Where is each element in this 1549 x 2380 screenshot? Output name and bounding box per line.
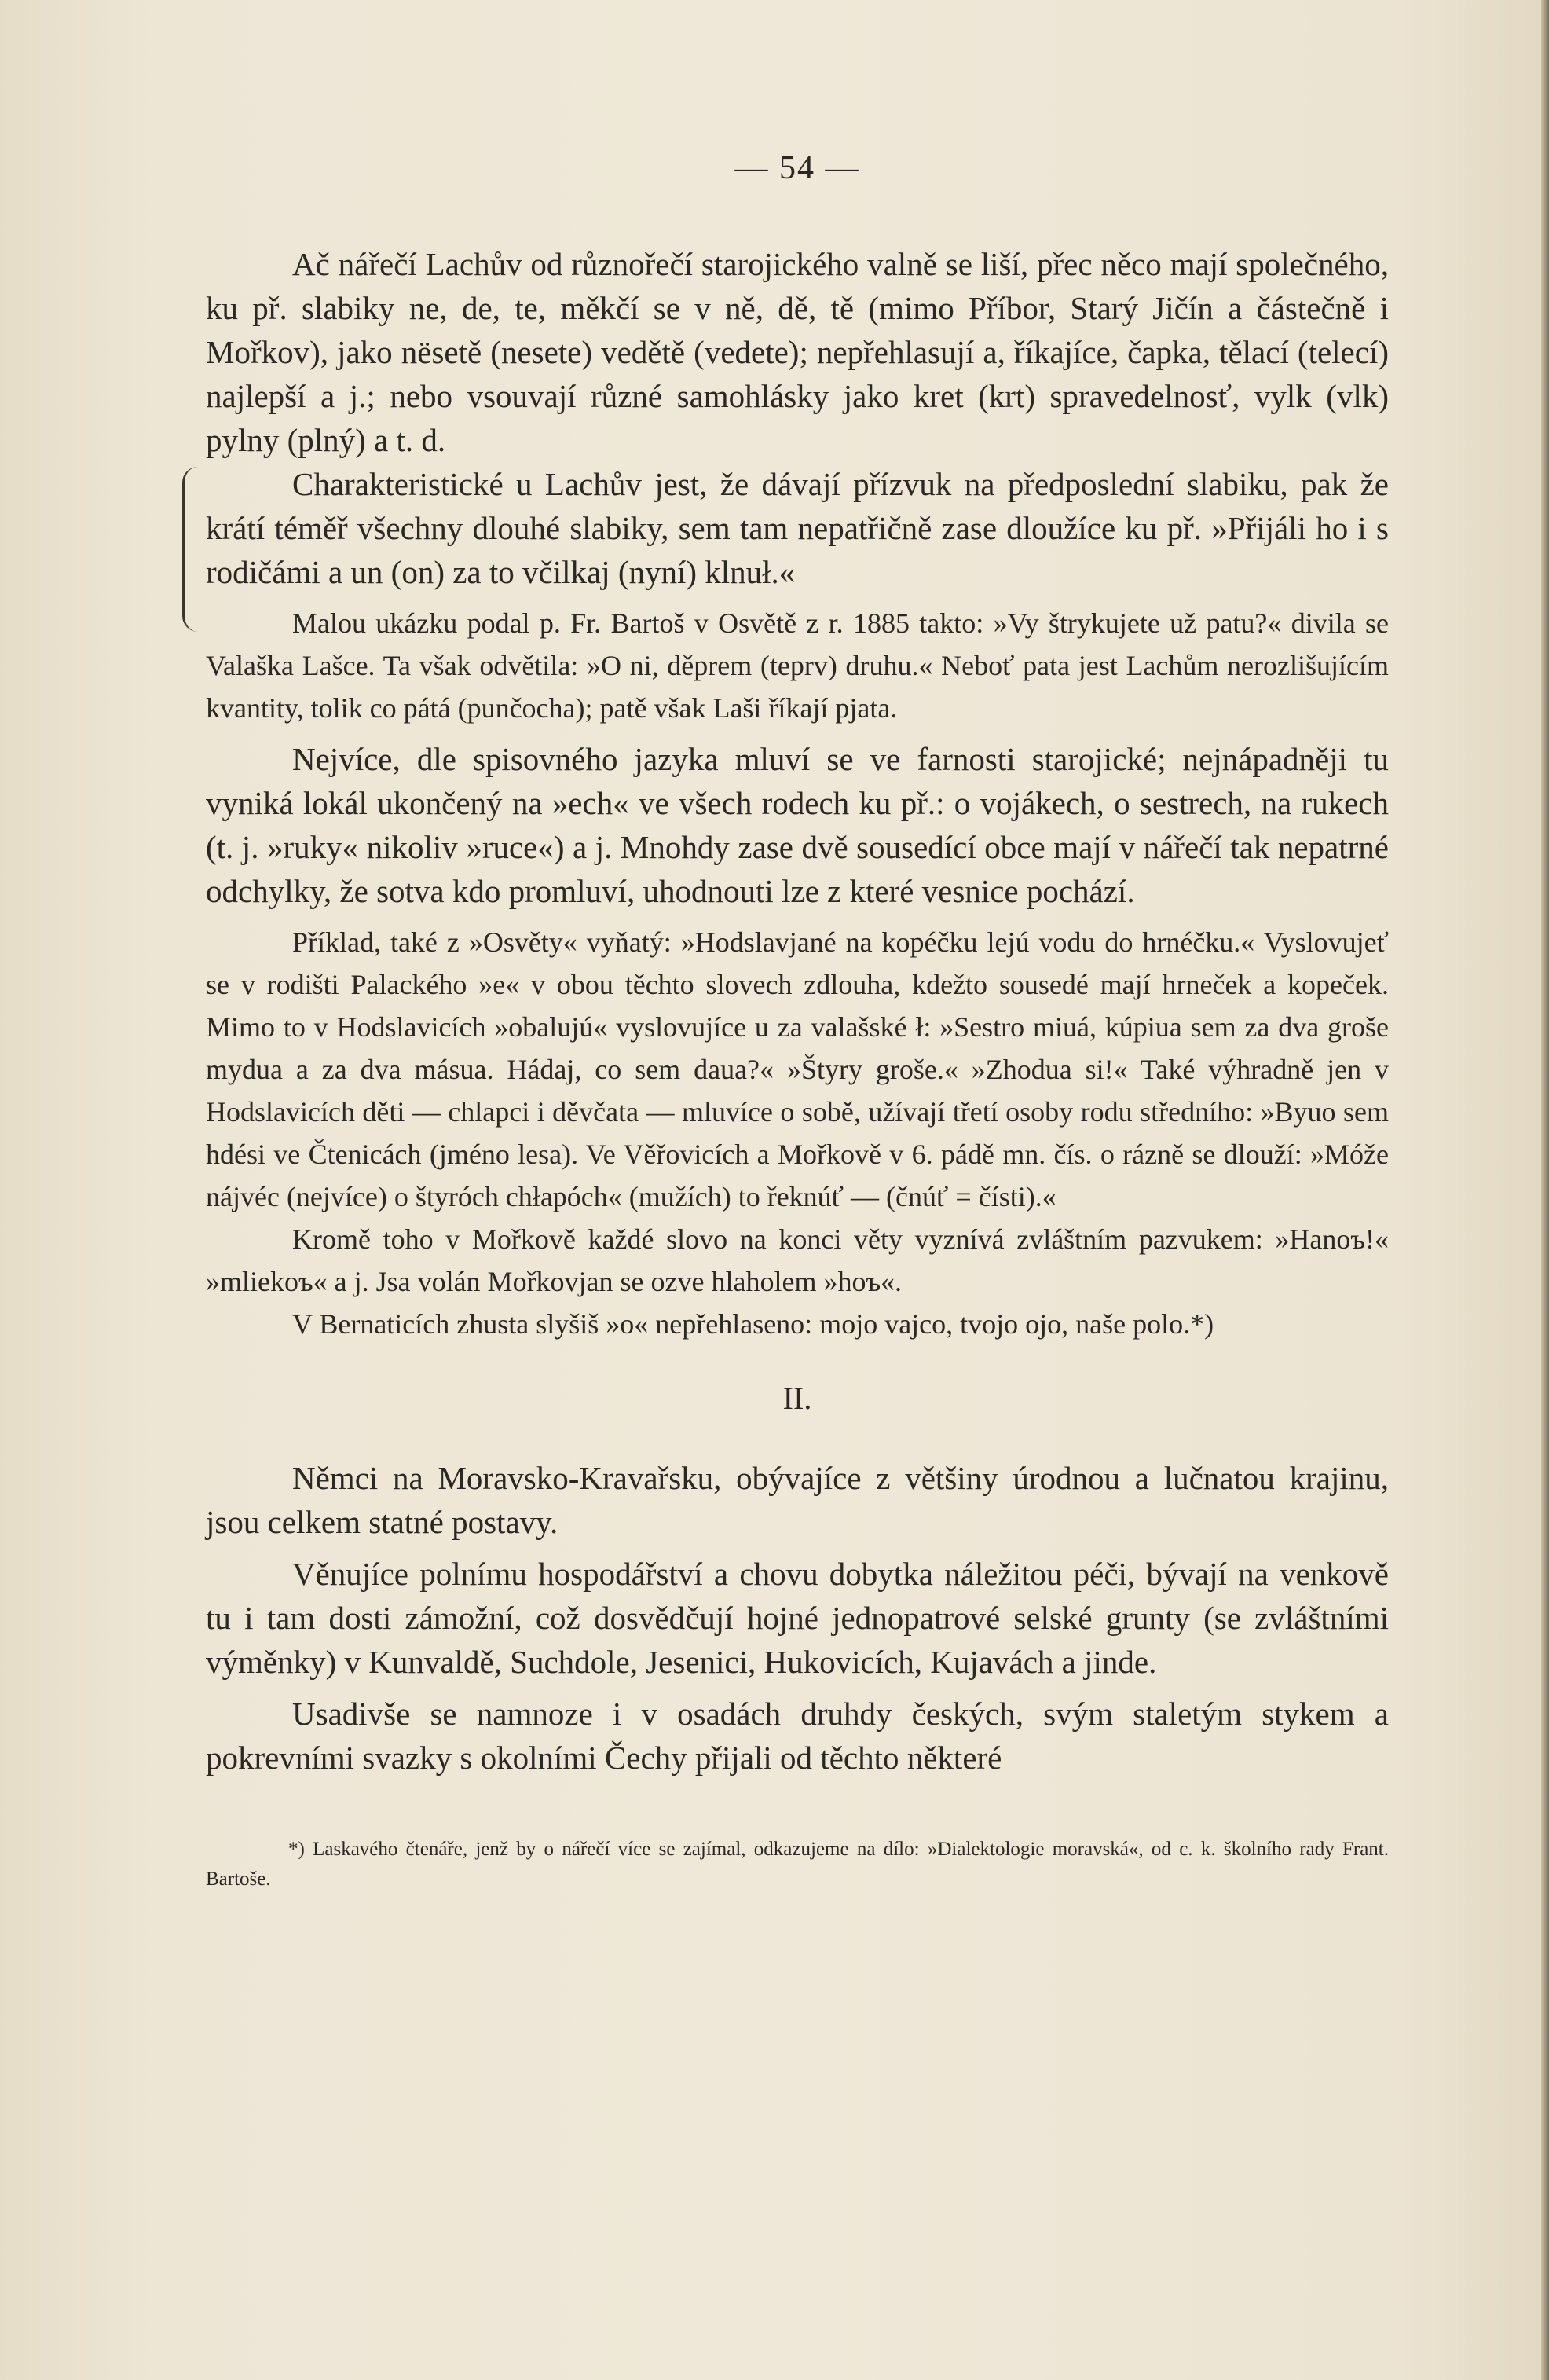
page-edge-shadow xyxy=(1541,0,1549,2380)
page-content xyxy=(206,149,1389,1894)
paragraph-bernatice: V Bernaticích zhusta slyšiš »o« nepřehlaseno: mojo vajco, tvojo ojo, naše polo.*) xyxy=(292,1308,1214,1340)
paragraph-starojicka: Nejvíce, dle spisovného jazyka mluví se ve farnosti starojické; nejnápadněji tu vyniká lokál ukončený na »ech« ve všech rodech ku př.: o vojákech, o sestrech, na rukech (t. j. »ruky« nikoliv »ruce«) a j. Mnohdy zase dvě sousedící obce mají v nářečí tak nepatrné odchylky, že sotva kdo promluví, uhodnouti lze z které vesnice pochází. xyxy=(206,741,1389,909)
paragraph-hodslavice: Příklad, také z »Osvěty« vyňatý: »Hodslavjané na kopéčku lejú vodu do hrnéčku.« Vyslovujeť se v rodišti Palackého »e« v obou těchto slovech zdlouha, kdežto sousedé mají hrneček a kopeček. Mimo to v Hodslavicích »obalujú« vyslovujíce u za valašské ł: »Sestro miuá, kúpiua sem za dva groše myduа a za dva másuа. Hádaj, co sem dauа?« »Štyry groše.« »Zhoduа si!« Také výhradně jen v Hodslavicích děti — chlapci i děvčata — mluvíce o sobě, užívají třetí osoby rodu středního: »Byuo sem hdési ve Čtenicách (jméno lesa). Ve Věřovicích a Mořkově v 6. pádě mn. čís. o rázně se dlouží: »Móže nájvéc (nejvíce) o štyróch chłapóch« (mužích) to řeknúť — (čnúť = čísti).« xyxy=(206,926,1389,1212)
page-number: — 54 — xyxy=(734,150,860,186)
paragraph-settlement: Usadivše se namnoze i v osadách druhdy českých, svým staletým stykem a pokrevními svazky s okolními Čechy přijali od těchto některé xyxy=(206,1696,1389,1776)
paragraph-agriculture: Věnujíce polnímu hospodářství a chovu dobytka náležitou péči, bývají na venkově tu i tam dosti zámožní, což dosvědčují hojné jednopatrové selské grunty (se zvláštními výměnky) v Kunvaldě, Suchdole, Jesenici, Hukovicích, Kujavách a jinde. xyxy=(206,1556,1389,1680)
paragraph-morkov: Kromě toho v Mořkově každé slovo na konci věty vyznívá zvláštním pazvukem: »Hanoъ!« »mliekoъ« a j. Jsa volán Mořkovjan se ozve hlaholem »hoъ«. xyxy=(206,1223,1389,1297)
paragraph-stress: Charakteristické u Lachův jest, že dávají přízvuk na předposlední slabiku, pak že krátí téměř všechny dlouhé slabiky, sem tam nepatřičně zase dloužíce ku př. »Přijáli ho i s rodičámi a un (on) za to včilkaj (nyní) klnuł.« xyxy=(206,466,1389,590)
paragraph-lach-dialect: Ač nářečí Lachův od různořečí starojického valně se liší, přec něco mají společného, ku př. slabiky ne, de, te, měkčí se v ně, dě, tě (mimo Příbor, Starý Jičín a částečně i Mořkov), jako nësetě (nesete) vedětě (vedete); nepřehlasují a, říkajíce, čapka, tělací (telecí) najlepší a j.; nebo vsouvají různé samohlásky jako kret (krt) spravedelnosť, vylk (vlk) pylny (plný) a t. d. xyxy=(206,246,1389,458)
section-heading: II. xyxy=(782,1381,812,1416)
paragraph-bartos-example: Malou ukázku podal p. Fr. Bartoš v Osvětě z r. 1885 takto: »Vy štrykujete už patu?« divila se Valaška Lašce. Ta však odvětila: »O ni, děprem (teprv) druhu.« Neboť pata jest Lachům nerozlišujícím kvantity, tolik co pátá (punčocha); patě však Laši říkají pjata. xyxy=(206,607,1389,724)
paragraph-germans: Němci na Moravsko-Kravařsku, obývajíce z většiny úrodnou a lučnatou krajinu, jsou celkem statné postavy. xyxy=(206,1460,1389,1540)
footnote: *) Laskavého čtenáře, jenž by o nářečí více se zajímal, odkazujeme na dílo: »Dialektologie moravská«, od c. k. školního rady Frant. Bartoše. xyxy=(206,1839,1389,1890)
margin-bracket-mark xyxy=(182,467,202,632)
